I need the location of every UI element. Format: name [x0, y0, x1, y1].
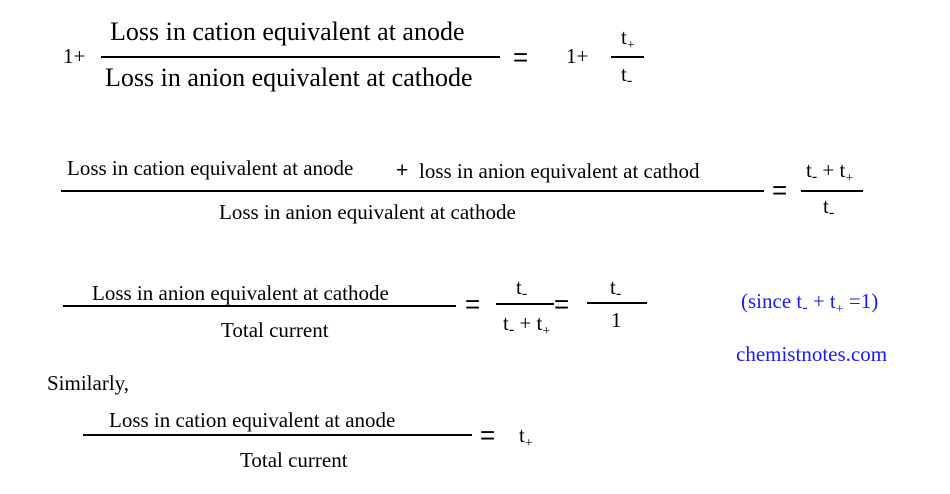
note-since: (since $t- + t_+ =1$) — [741, 289, 879, 317]
eq1-rhs-fraction-bar — [611, 56, 644, 58]
eq2-numerator-part1: Loss in cation equivalent at anode — [67, 156, 354, 180]
eq4-fraction-bar — [83, 434, 472, 436]
eq2-rhs-denominator: t- — [823, 194, 835, 221]
similarly-label: Similarly, — [47, 371, 130, 395]
eq2-fraction-bar — [61, 190, 764, 192]
eq2-denominator: Loss in anion equivalent at cathode — [219, 200, 516, 224]
eq2-rhs-numerator: $t- + t_+$ — [806, 158, 854, 186]
eq3-equals-2: = — [554, 289, 570, 319]
eq2-rhs-fraction-bar — [801, 190, 863, 192]
eq4-numerator: Loss in cation equivalent at anode — [109, 408, 396, 432]
eq2-equals: = — [772, 175, 788, 205]
eq3-mid-numerator: t- — [516, 275, 528, 302]
eq4-equals: = — [480, 420, 496, 450]
eq1-rhs-numerator: $t_+$ — [621, 25, 635, 53]
eq3-rhs-numerator: t- — [610, 275, 622, 302]
eq3-mid-denominator: $t- + t_+$ — [503, 311, 551, 339]
eq1-fraction-bar — [101, 56, 500, 58]
eq3-denominator: Total current — [221, 318, 329, 342]
eq3-numerator: Loss in anion equivalent at cathode — [92, 281, 389, 305]
eq3-mid-fraction-bar — [496, 303, 554, 305]
eq4-denominator: Total current — [240, 448, 348, 472]
eq1-denominator: Loss in anion equivalent at cathode — [105, 63, 473, 92]
site-watermark: chemistnotes.com — [736, 342, 888, 366]
eq2-numerator-part2: loss in anion equivalent at cathod — [419, 159, 700, 183]
eq1-rhs-denominator: t- — [621, 62, 633, 89]
eq4-rhs: $t_+$ — [519, 423, 533, 451]
eq1-prefix: 1+ — [63, 44, 86, 68]
eq1-rhs-prefix: 1+ — [566, 44, 589, 68]
eq3-fraction-bar — [63, 305, 456, 307]
eq2-plus: + — [396, 159, 409, 182]
eq1-equals: = — [513, 42, 529, 72]
eq3-rhs-denominator: 1 — [611, 308, 622, 332]
eq1-numerator: Loss in cation equivalent at anode — [110, 17, 465, 46]
eq3-rhs-fraction-bar — [587, 302, 647, 304]
eq3-equals-1: = — [465, 289, 481, 319]
